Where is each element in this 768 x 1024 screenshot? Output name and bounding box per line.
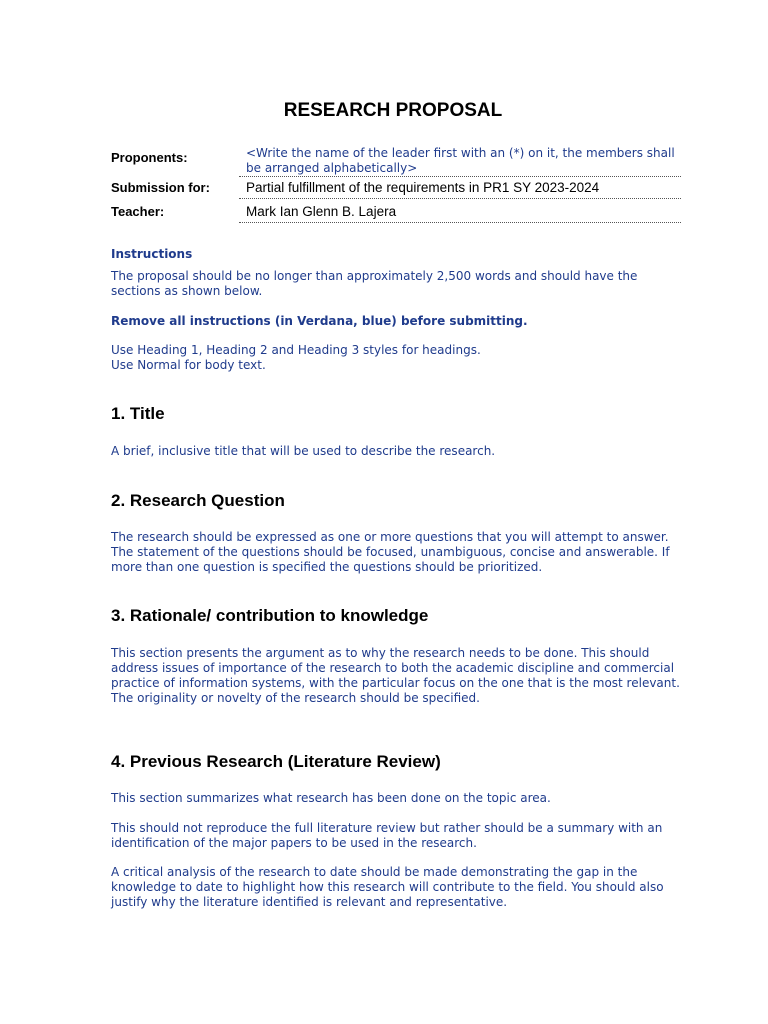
teacher-label: Teacher:	[111, 204, 165, 219]
instructions-remove-note: Remove all instructions (in Verdana, blue) before submitting.	[111, 314, 528, 328]
instructions-normal-style: Use Normal for body text.	[111, 358, 266, 372]
instructions-heading-styles: Use Heading 1, Heading 2 and Heading 3 styles for headings.	[111, 343, 481, 357]
section-rationale-text: This section presents the argument as to why the research needs to be done. This should address issues of importance of the research to both the academic discipline and commercial practice of information systems, with the particular focus on the one that is the most relevant. The originality or novelty of the research should be specified.	[111, 646, 680, 705]
submission-label: Submission for:	[111, 180, 210, 195]
proponents-row	[111, 146, 681, 178]
section-heading-rationale: 3. Rationale/ contribution to knowledge	[111, 606, 429, 625]
proponents-field[interactable]: <Write the name of the leader first with an (*) on it, the members shall be arranged alphabetically>	[239, 146, 681, 177]
section-previous-research-text-3: A critical analysis of the research to date should be made demonstrating the gap in the knowledge to date to highlight how this research will contribute to the field. You should also justify why the literature identified is relevant and representative.	[111, 865, 664, 909]
teacher-row	[111, 203, 681, 225]
section-title-text: A brief, inclusive title that will be used to describe the research.	[111, 444, 496, 458]
document-title: RESEARCH PROPOSAL	[283, 100, 503, 121]
instructions-heading: Instructions	[111, 247, 193, 261]
section-heading-research-question: 2. Research Question	[111, 491, 285, 510]
instructions-paragraph: The proposal should be no longer than approximately 2,500 words and should have the sections as shown below.	[111, 269, 638, 298]
submission-field[interactable]: Partial fulfillment of the requirements in PR1 SY 2023-2024	[239, 179, 681, 199]
section-previous-research-text-1: This section summarizes what research has been done on the topic area.	[111, 791, 551, 805]
submission-row	[111, 179, 681, 201]
section-heading-previous-research: 4. Previous Research (Literature Review)	[111, 752, 441, 771]
section-previous-research-text-2: This should not reproduce the full literature review but rather should be a summary with an identification of the major papers to be used in the research.	[111, 821, 663, 850]
section-heading-title: 1. Title	[111, 404, 165, 423]
teacher-field[interactable]: Mark Ian Glenn B. Lajera	[239, 203, 681, 223]
proponents-label: Proponents:	[111, 150, 188, 165]
section-research-question-text: The research should be expressed as one or more questions that you will attempt to answer. The statement of the questions should be focused, unambiguous, concise and answerable. If more than one question is specified the questions should be prioritized.	[111, 530, 670, 574]
